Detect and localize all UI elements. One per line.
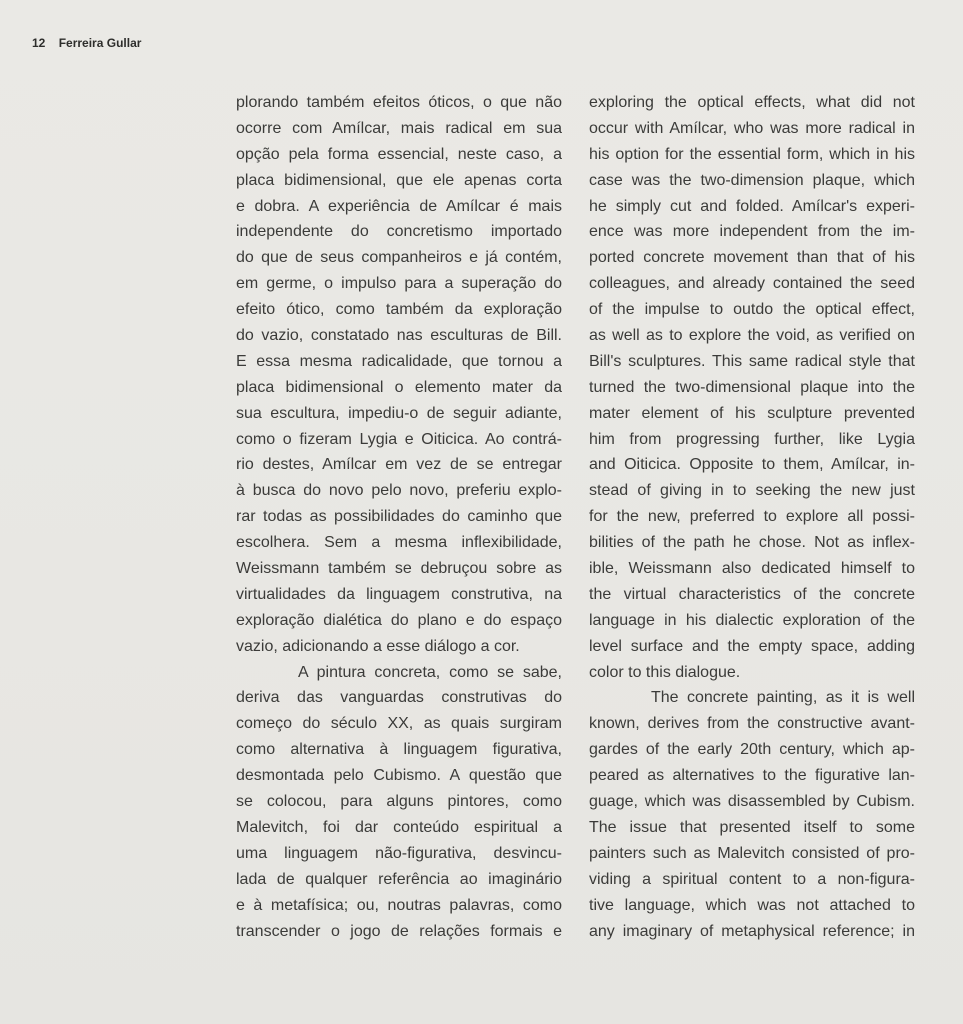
page-number: 12 — [32, 36, 46, 50]
paragraph-end-line: color to this dialogue. — [589, 663, 741, 681]
text-line: desmontada pelo Cubismo. A questão que — [236, 767, 562, 785]
text-line: uma linguagem não-figurativa, desvincu- — [236, 844, 562, 862]
text-line: tive language, which was not attached to — [589, 896, 915, 914]
text-line: any imaginary of metaphysical reference; in — [589, 922, 915, 940]
text-line: viding a spiritual content to a non-figura- — [589, 870, 915, 888]
text-line: his option for the essential form, which in his — [589, 145, 915, 163]
text-line: Weissmann também se debruçou sobre as — [236, 560, 562, 578]
text-line: as well as to explore the void, as verified on — [589, 327, 915, 345]
text-line: em germe, o impulso para a superação do — [236, 275, 562, 293]
text-line: occur with Amílcar, who was more radical in — [589, 119, 915, 137]
text-line: bilities of the path he chose. Not as inflex- — [589, 534, 915, 552]
text-line: stead of giving in to seeking the new just — [589, 482, 915, 500]
text-line: ence was more independent from the im- — [589, 223, 915, 241]
text-line: plorando também efeitos óticos, o que não — [236, 94, 562, 111]
text-line: exploração dialética do plano e do espaço — [236, 611, 562, 629]
text-line: colleagues, and already contained the seed — [589, 275, 915, 293]
text-line: se colocou, para alguns pintores, como — [236, 793, 562, 811]
text-line: transcender o jogo de relações formais e — [236, 922, 562, 940]
text-line: sua escultura, impediu-o de seguir adiante, — [236, 404, 562, 422]
text-line: virtualidades da linguagem construtiva, na — [236, 585, 562, 603]
text-line: ible, Weissmann also dedicated himself to — [589, 560, 915, 578]
text-line: peared as alternatives to the figurative lan- — [589, 767, 915, 785]
text-line: escolhera. Sem a mesma inflexibilidade, — [236, 534, 562, 552]
text-line: à busca do novo pelo novo, preferiu explo- — [236, 482, 562, 500]
text-line: painters such as Malevitch consisted of pro- — [589, 844, 915, 862]
text-line: turned the two-dimensional plaque into the — [589, 378, 915, 396]
text-line: Bill's sculptures. This same radical style that — [589, 352, 915, 370]
text-line: gardes of the early 20th century, which ap- — [589, 741, 915, 759]
running-title: Ferreira Gullar — [58, 36, 142, 50]
text-line: language in his dialectic exploration of the — [589, 611, 915, 629]
text-line: The issue that presented itself to some — [589, 818, 915, 836]
text-line: ocorre com Amílcar, mais radical em sua — [236, 119, 562, 137]
text-line: placa bidimensional o elemento mater da — [236, 378, 562, 396]
text-line: como o fizeram Lygia e Oiticica. Ao contrá- — [236, 430, 562, 448]
english-text-column — [589, 90, 915, 944]
text-line: E essa mesma radicalidade, que tornou a — [236, 352, 562, 370]
paragraph-first-line: The concrete painting, as it is well — [651, 689, 915, 707]
text-line: for the new, preferred to explore all possi- — [589, 508, 915, 526]
paragraph-first-line: A pintura concreta, como se sabe, — [298, 663, 562, 681]
running-header — [32, 36, 141, 50]
text-line: lada de qualquer referência ao imaginário — [236, 870, 562, 888]
text-line: of the impulse to outdo the optical effect, — [589, 301, 915, 319]
text-line: e à metafísica; ou, noutras palavras, como — [236, 896, 562, 914]
text-line: and Oiticica. Opposite to them, Amílcar, in- — [589, 456, 915, 474]
portuguese-text-column — [236, 90, 562, 944]
text-line: case was the two-dimension plaque, which — [589, 171, 915, 189]
text-line: independente do concretismo importado — [236, 223, 562, 241]
text-line: começo do século XX, as quais surgiram — [236, 715, 562, 733]
text-line: como alternativa à linguagem figurativa, — [236, 741, 562, 759]
text-line: opção pela forma essencial, neste caso, a — [236, 145, 562, 163]
text-line: placa bidimensional, que ele apenas corta — [236, 171, 562, 189]
text-line: efeito ótico, como também da exploração — [236, 301, 562, 319]
text-line: ported concrete movement than that of his — [589, 249, 915, 267]
text-line: him from progressing further, like Lygia — [589, 430, 915, 448]
text-line: level surface and the empty space, adding — [589, 637, 915, 655]
text-line: known, derives from the constructive avant- — [589, 715, 915, 733]
text-line: he simply cut and folded. Amílcar's experi- — [589, 197, 915, 215]
paragraph-end-line: vazio, adicionando a esse diálogo a cor. — [236, 637, 520, 655]
text-line: exploring the optical effects, what did not — [589, 94, 915, 111]
text-line: guage, which was disassembled by Cubism. — [589, 793, 915, 811]
text-line: deriva das vanguardas construtivas do — [236, 689, 562, 707]
text-line: do vazio, constatado nas esculturas de Bill. — [236, 327, 562, 345]
text-line: rar todas as possibilidades do caminho que — [236, 508, 562, 526]
text-line: do que de seus companheiros e já contém, — [236, 249, 562, 267]
text-line: mater element of his sculpture prevented — [589, 404, 915, 422]
text-line: e dobra. A experiência de Amílcar é mais — [236, 197, 562, 215]
text-line: Malevitch, foi dar conteúdo espiritual a — [236, 818, 562, 836]
text-line: the virtual characteristics of the concrete — [589, 585, 915, 603]
text-line: rio destes, Amílcar em vez de se entregar — [236, 456, 562, 474]
